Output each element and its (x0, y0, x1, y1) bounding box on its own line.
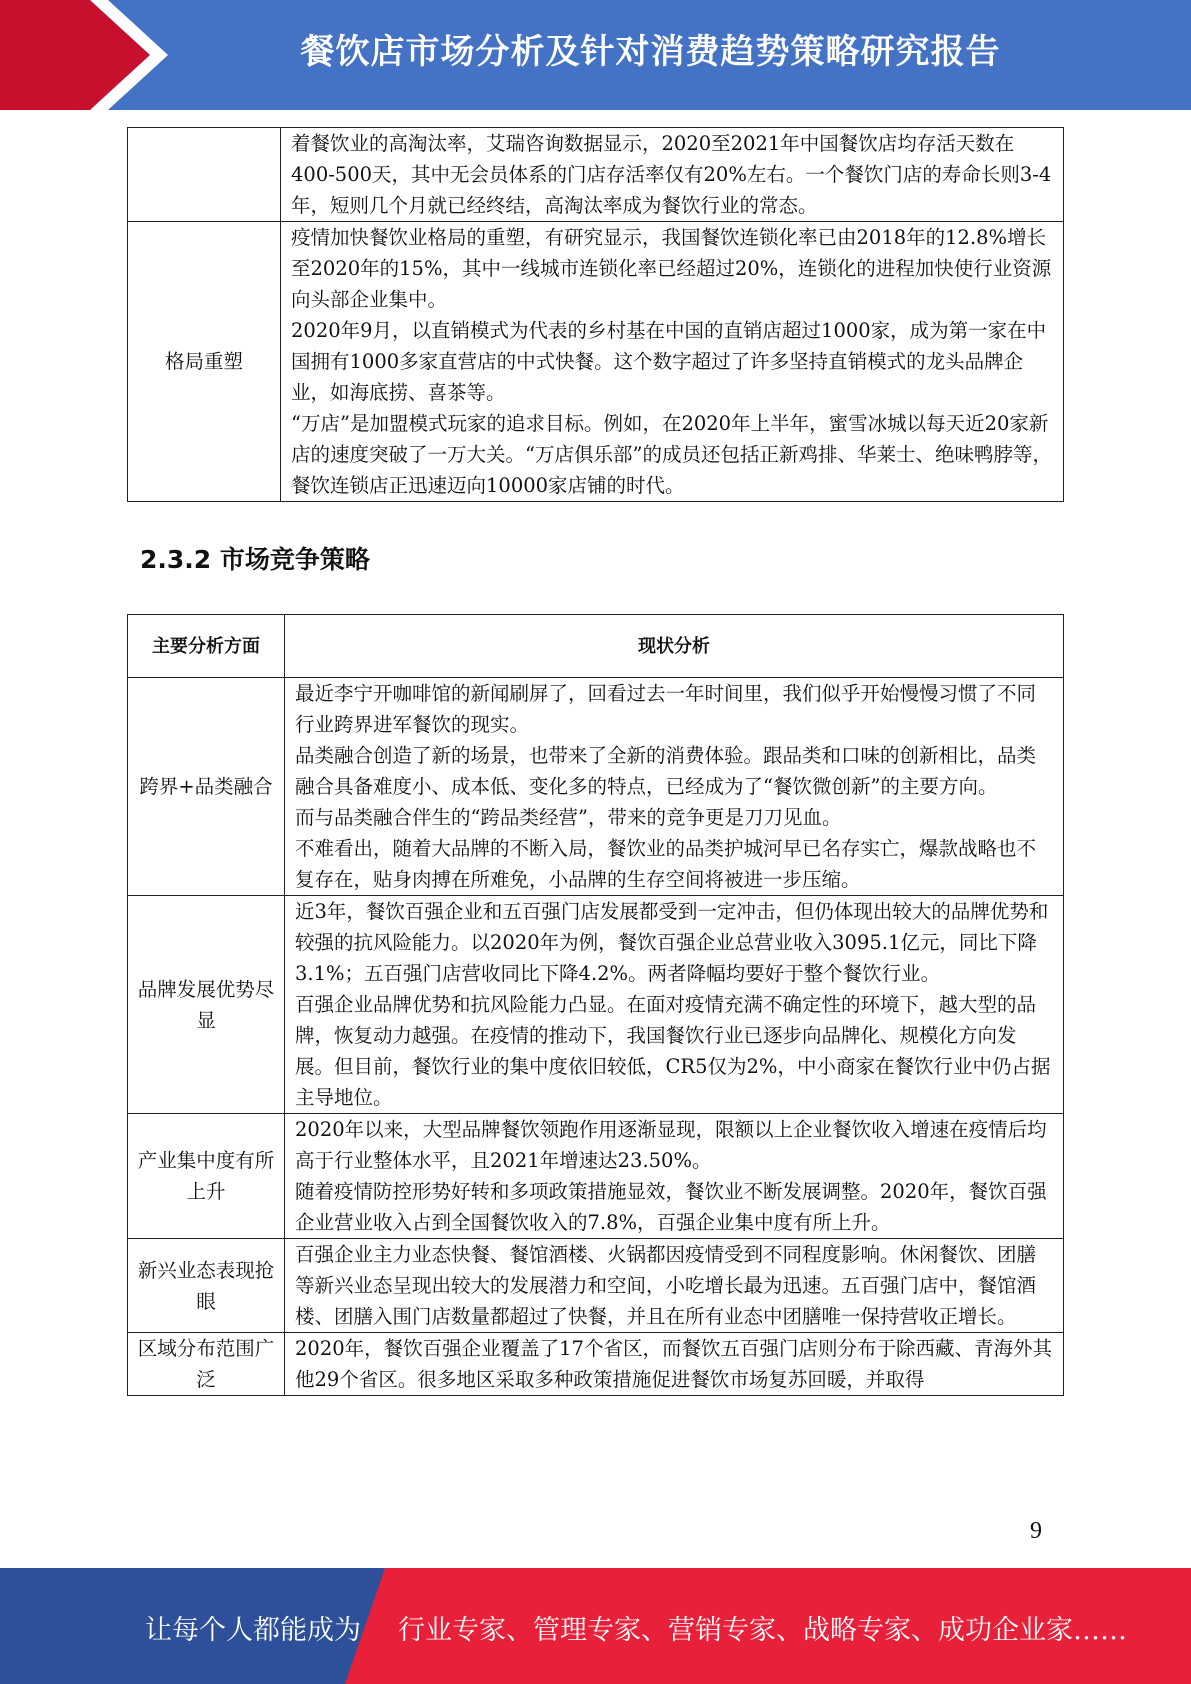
analysis-paragraph: 最近李宁开咖啡馆的新闻刷屏了，回看过去一年时间里，我们似乎开始慢慢习惯了不同行业跨界进军餐饮的现实。 (295, 682, 1037, 736)
table-row (128, 1333, 1064, 1396)
analysis-paragraph: 近3年，餐饮百强企业和五百强门店发展都受到一定冲击，但仍体现出较大的品牌优势和较强的抗风险能力。以2020年为例，餐饮百强企业总营业收入3095.1亿元，同比下降3.1%；五百强门店营收同比下降4.2%。两者降幅均要好于整个餐饮行业。 (295, 900, 1049, 985)
analysis-paragraph: 百强企业主力业态快餐、餐馆酒楼、火锅都因疫情受到不同程度影响。休闲餐饮、团膳等新兴业态呈现出较大的发展潜力和空间，小吃增长最为迅速。五百强门店中，餐馆酒楼、团膳入围门店数量都超过了快餐，并且在所有业态中团膳唯一保持营收正增长。 (295, 1243, 1037, 1328)
page-number: 9 (1030, 1518, 1042, 1544)
table-row (128, 128, 1064, 222)
analysis-paragraph: 而与品类融合伴生的“跨品类经营”，带来的竞争更是刀刀见血。 (295, 806, 842, 829)
continuation-table (127, 127, 1064, 502)
row-aspect-cell: 品牌发展优势尽显 (128, 896, 285, 1114)
analysis-paragraph: 2020年9月，以直销模式为代表的乡村基在中国的直销店超过1000家，成为第一家在中国拥有1000多家直营店的中式快餐。这个数字超过了许多坚持直销模式的龙头品牌企业，如海底捞、喜茶等。 (291, 319, 1047, 404)
footer-slogan-left: 让每个人都能成为 (145, 1615, 361, 1646)
row-aspect-cell (128, 128, 281, 222)
row-content-cell (285, 896, 1064, 1114)
analysis-paragraph: 2020年，餐饮百强企业覆盖了17个省区，而餐饮五百强门店则分布于除西藏、青海外其他29个省区。很多地区采取多种政策措施促进餐饮市场复苏回暖，并取得 (295, 1337, 1052, 1391)
row-aspect-cell: 格局重塑 (128, 222, 281, 502)
page-header (0, 0, 1191, 110)
report-title: 餐饮店市场分析及针对消费趋势策略研究报告 (300, 32, 1001, 72)
table-row (128, 896, 1064, 1114)
page-footer (0, 1568, 1191, 1684)
analysis-paragraph: 2020年以来，大型品牌餐饮领跑作用逐渐显现，限额以上企业餐饮收入增速在疫情后均高于行业整体水平，且2021年增速达23.50%。 (295, 1118, 1047, 1172)
row-aspect-cell: 区域分布范围广泛 (128, 1333, 285, 1396)
analysis-paragraph: “万店”是加盟模式玩家的追求目标。例如，在2020年上半年，蜜雪冰城以每天近20家新店的速度突破了一万大关。“万店俱乐部”的成员还包括正新鸡排、华莱士、绝味鸭脖等，餐饮连锁店正迅速迈向10000家店铺的时代。 (291, 412, 1052, 497)
row-content-cell (285, 1333, 1064, 1396)
header-aspect: 主要分析方面 (128, 615, 285, 678)
table-row (128, 1239, 1064, 1333)
row-content-cell (281, 128, 1064, 222)
table-row (128, 678, 1064, 896)
table-row (128, 1114, 1064, 1239)
analysis-paragraph: 品类融合创造了新的场景，也带来了全新的消费体验。跟品类和口味的创新相比，品类融合具备难度小、成本低、变化多的特点，已经成为了“餐饮微创新”的主要方向。 (295, 744, 1037, 798)
row-content-cell (285, 1114, 1064, 1239)
analysis-paragraph: 着餐饮业的高淘汰率，艾瑞咨询数据显示，2020至2021年中国餐饮店均存活天数在400-500天，其中无会员体系的门店存活率仅有20%左右。一个餐饮门店的寿命长则3-4年，短则几个月就已经终结，高淘汰率成为餐饮行业的常态。 (291, 132, 1052, 217)
analysis-paragraph: 百强企业品牌优势和抗风险能力凸显。在面对疫情充满不确定性的环境下，越大型的品牌，恢复动力越强。在疫情的推动下，我国餐饮行业已逐步向品牌化、规模化方向发展。但目前，餐饮行业的集中度依旧较低，CR5仅为2%，中小商家在餐饮行业中仍占据主导地位。 (295, 993, 1051, 1109)
analysis-paragraph: 疫情加快餐饮业格局的重塑，有研究显示，我国餐饮连锁化率已由2018年的12.8%增长至2020年的15%，其中一线城市连锁化率已经超过20%，连锁化的进程加快使行业资源向头部企业集中。 (291, 226, 1052, 311)
row-aspect-cell: 跨界+品类融合 (128, 678, 285, 896)
analysis-paragraph: 不难看出，随着大品牌的不断入局，餐饮业的品类护城河早已名存实亡，爆款战略也不复存在，贴身肉搏在所难免，小品牌的生存空间将被进一步压缩。 (295, 837, 1037, 891)
row-content-cell (285, 1239, 1064, 1333)
competition-strategy-table (127, 614, 1064, 1396)
analysis-paragraph: 随着疫情防控形势好转和多项政策措施显效，餐饮业不断发展调整。2020年，餐饮百强企业营业收入占到全国餐饮收入的7.8%，百强企业集中度有所上升。 (295, 1180, 1047, 1234)
table-header-row (128, 615, 1064, 678)
footer-slogan-right: 行业专家、管理专家、营销专家、战略专家、成功企业家…… (398, 1615, 1127, 1646)
header-content: 现状分析 (285, 615, 1064, 678)
row-content-cell (285, 678, 1064, 896)
row-aspect-cell: 新兴业态表现抢眼 (128, 1239, 285, 1333)
row-content-cell (281, 222, 1064, 502)
table-row (128, 222, 1064, 502)
row-aspect-cell: 产业集中度有所上升 (128, 1114, 285, 1239)
section-heading: 2.3.2 市场竞争策略 (140, 545, 370, 574)
